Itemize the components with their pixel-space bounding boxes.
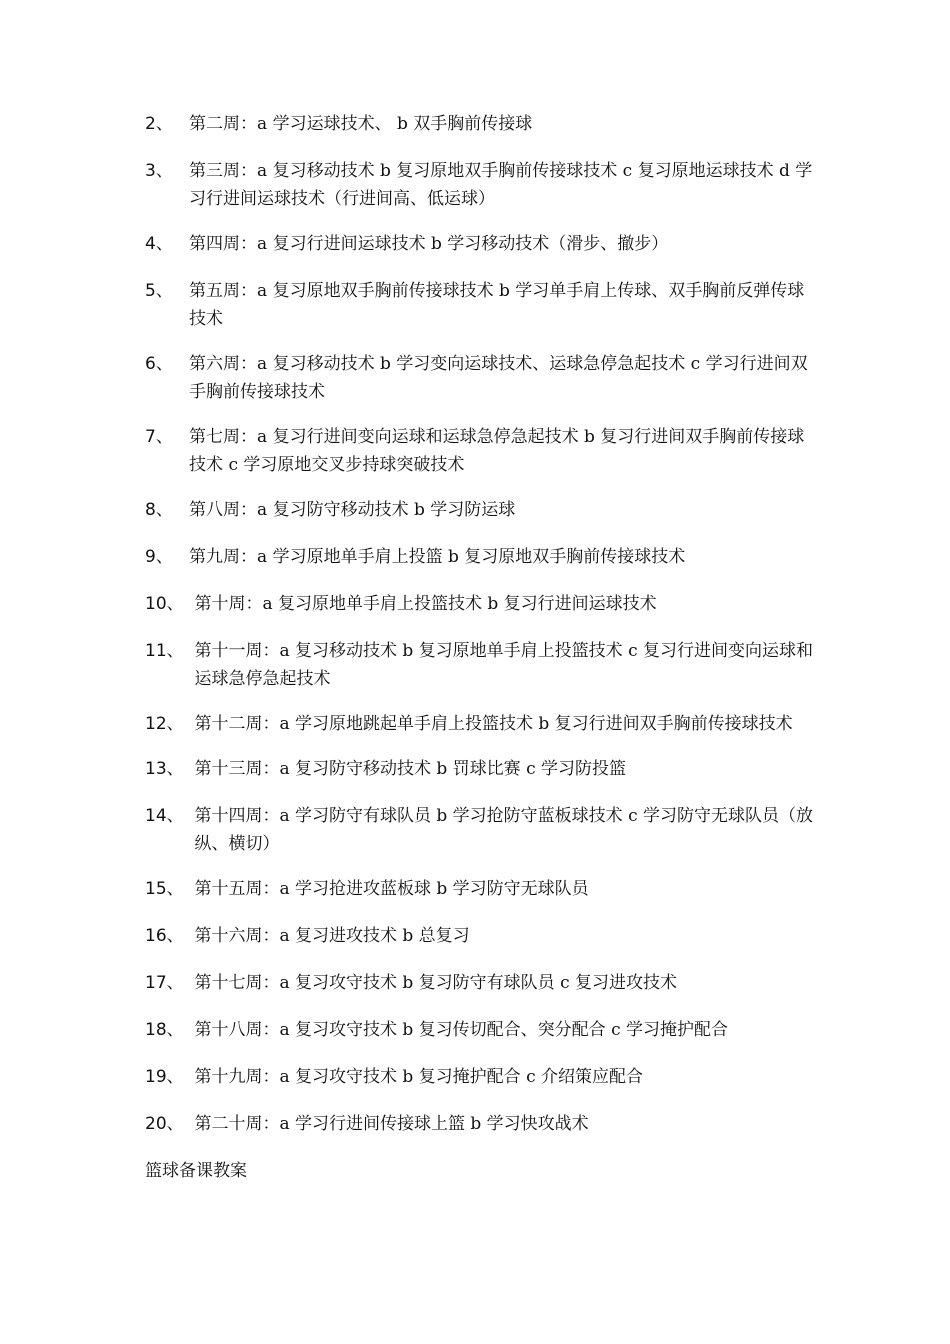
item-text: 第五周：a 复习原地双手胸前传接球技术 b 学习单手肩上传球、双手胸前反弹传球技术 [189,281,805,329]
list-item [145,1110,815,1138]
item-text: 第十八周：a 复习攻守技术 b 复习传切配合、突分配合 c 学习掩护配合 [194,1020,729,1040]
item-text: 第十一周：a 复习移动技术 b 复习原地单手肩上投篮技术 c 复习行进间变向运球和运球急停急起技术 [194,641,814,689]
item-text: 第十九周：a 复习攻守技术 b 复习掩护配合 c 介绍策应配合 [194,1067,644,1087]
item-number: 7、 [145,427,173,447]
item-number: 20、 [145,1114,184,1134]
list-item [145,802,815,858]
item-number: 8、 [145,500,173,520]
list-item [145,710,815,738]
item-number: 2、 [145,114,173,134]
item-text: 第九周：a 学习原地单手肩上投篮 b 复习原地双手胸前传接球技术 [189,547,686,567]
list-item [145,1016,815,1044]
item-text: 第十五周：a 学习抢进攻蓝板球 b 学习防守无球队员 [194,879,589,899]
item-text: 第十七周：a 复习攻守技术 b 复习防守有球队员 c 复习进攻技术 [194,973,678,993]
item-text: 第八周：a 复习防守移动技术 b 学习防运球 [189,500,516,520]
item-number: 18、 [145,1020,184,1040]
item-text: 第二周：a 学习运球技术、 b 双手胸前传接球 [189,114,533,134]
item-number: 19、 [145,1067,184,1087]
footer-title: 篮球备课教案 [145,1161,247,1181]
list-item [145,590,815,618]
item-number: 14、 [145,806,184,826]
item-text: 第十四周：a 学习防守有球队员 b 学习抢防守蓝板球技术 c 学习防守无球队员（放纵、横切） [194,806,814,854]
item-text: 第二十周：a 学习行进间传接球上篮 b 学习快攻战术 [194,1114,589,1134]
list-item [145,423,815,479]
item-number: 5、 [145,281,173,301]
item-number: 13、 [145,759,184,779]
list-item [145,496,815,524]
item-text: 第六周：a 复习移动技术 b 学习变向运球技术、运球急停急起技术 c 学习行进间双手胸前传接球技术 [189,354,808,402]
item-text: 第十周：a 复习原地单手肩上投篮技术 b 复习行进间运球技术 [194,594,657,614]
item-text: 第四周：a 复习行进间运球技术 b 学习移动技术（滑步、撤步） [189,234,669,254]
item-number: 4、 [145,234,173,254]
list-item [145,922,815,950]
item-number: 16、 [145,926,184,946]
list-item [145,230,815,258]
item-number: 9、 [145,547,173,567]
item-text: 第十三周：a 复习防守移动技术 b 罚球比赛 c 学习防投篮 [194,759,627,779]
item-number: 10、 [145,594,184,614]
list-item [145,875,815,903]
item-number: 11、 [145,641,184,661]
item-number: 17、 [145,973,184,993]
item-text: 第十六周：a 复习进攻技术 b 总复习 [194,926,470,946]
list-item [145,755,815,783]
item-text: 第七周：a 复习行进间变向运球和运球急停急起技术 b 复习行进间双手胸前传接球技术 c 学习原地交叉步持球突破技术 [189,427,805,475]
item-number: 15、 [145,879,184,899]
item-text: 第十二周：a 学习原地跳起单手肩上投篮技术 b 复习行进间双手胸前传接球技术 [194,714,793,734]
list-item [145,157,815,213]
item-number: 3、 [145,161,173,181]
item-number: 12、 [145,714,184,734]
list-item [145,969,815,997]
list-item [145,110,815,138]
item-number: 6、 [145,354,173,374]
item-text: 第三周：a 复习移动技术 b 复习原地双手胸前传接球技术 c 复习原地运球技术 d 学习行进间运球技术（行进间高、低运球） [189,161,813,209]
list-item [145,637,815,693]
list-item [145,350,815,406]
list-item [145,1063,815,1091]
list-item [145,277,815,333]
list-item [145,543,815,571]
schedule-list [145,110,815,1185]
